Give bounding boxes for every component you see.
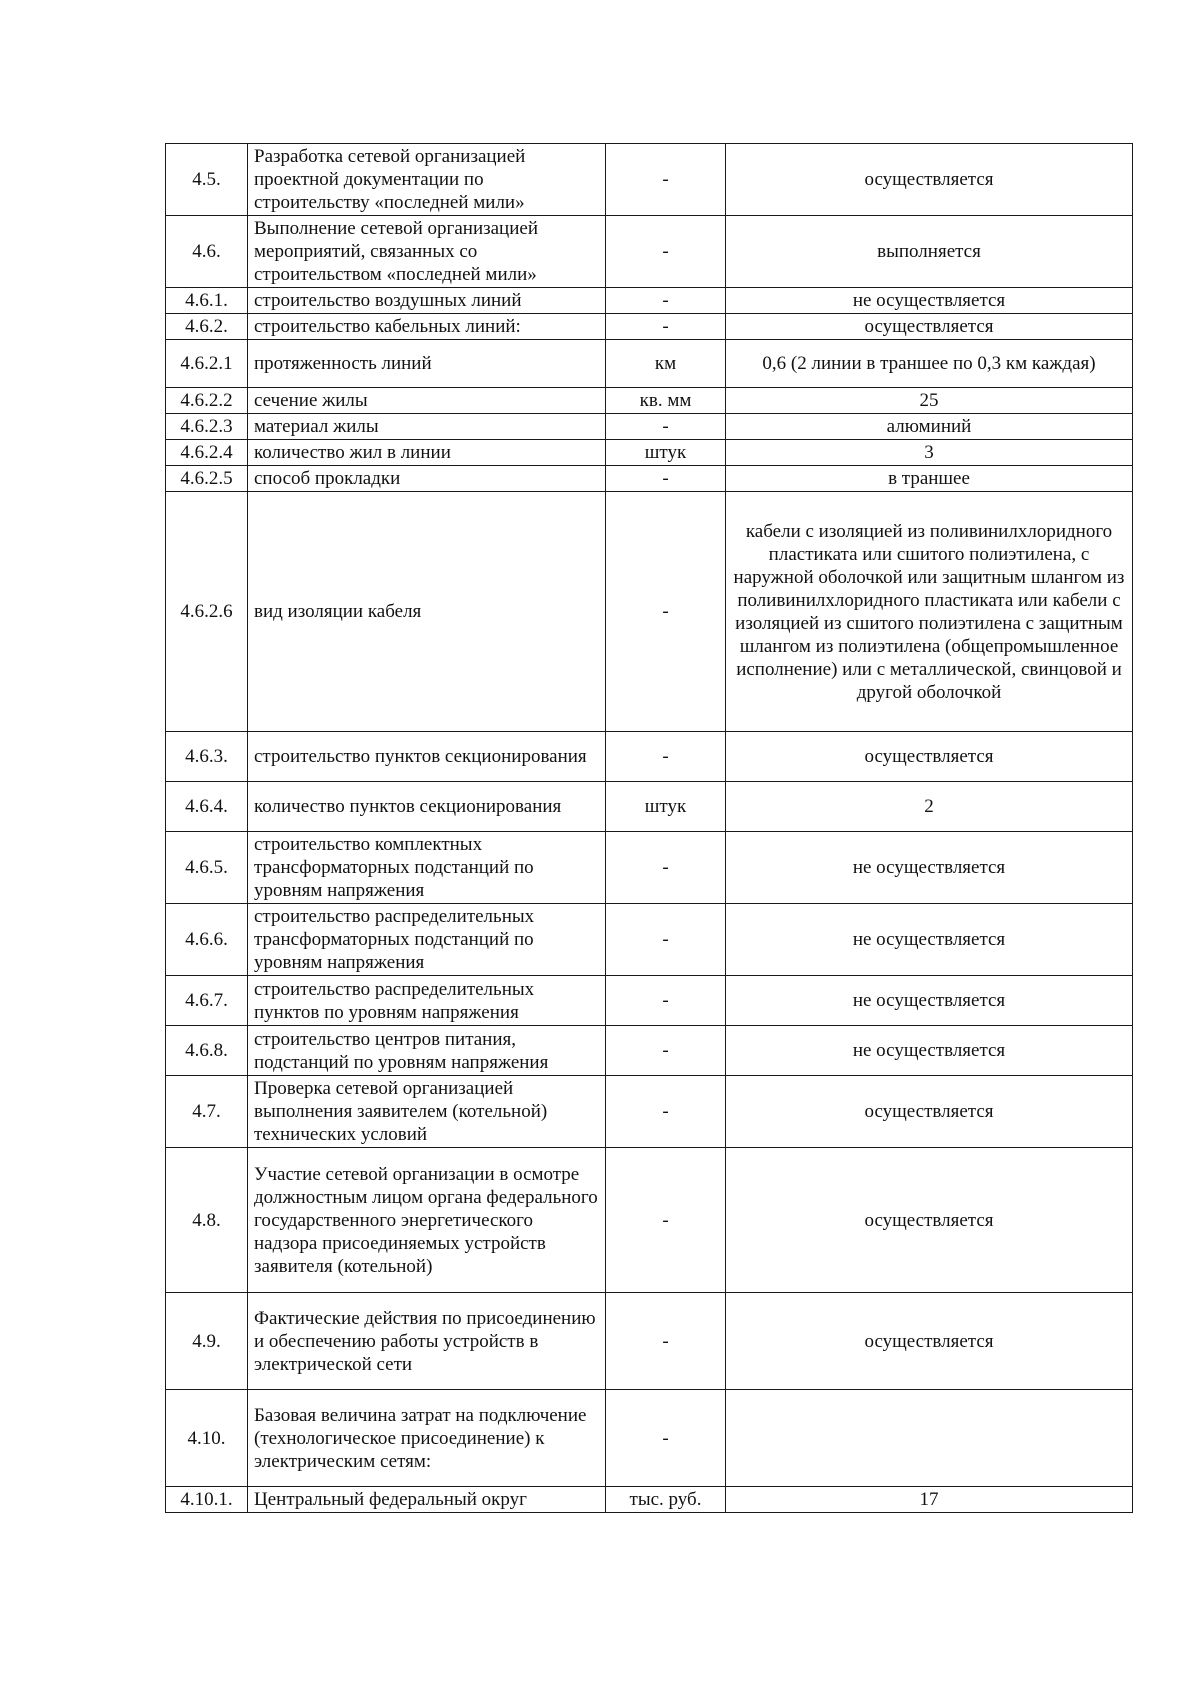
row-value: 17 xyxy=(726,1487,1133,1513)
row-number: 4.6.2. xyxy=(166,314,248,340)
row-unit: - xyxy=(606,466,726,492)
row-number: 4.6.7. xyxy=(166,976,248,1026)
row-value: осуществляется xyxy=(726,1076,1133,1148)
row-value: не осуществляется xyxy=(726,976,1133,1026)
row-unit: тыс. руб. xyxy=(606,1487,726,1513)
table-row xyxy=(166,314,1133,340)
row-value: алюминий xyxy=(726,414,1133,440)
row-value: выполняется xyxy=(726,216,1133,288)
row-number: 4.6.3. xyxy=(166,732,248,782)
row-number: 4.6.2.5 xyxy=(166,466,248,492)
table-row xyxy=(166,1390,1133,1487)
row-description: строительство распределительных пунктов по уровням напряжения xyxy=(248,976,606,1026)
row-number: 4.10. xyxy=(166,1390,248,1487)
row-number: 4.6.2.4 xyxy=(166,440,248,466)
table-row xyxy=(166,144,1133,216)
table-row xyxy=(166,904,1133,976)
row-unit: - xyxy=(606,1148,726,1293)
row-unit: - xyxy=(606,314,726,340)
row-value: осуществляется xyxy=(726,144,1133,216)
row-number: 4.6. xyxy=(166,216,248,288)
row-unit: - xyxy=(606,732,726,782)
table-row xyxy=(166,216,1133,288)
row-description: Разработка сетевой организацией проектной документации по строительству «последней мили» xyxy=(248,144,606,216)
row-number: 4.6.4. xyxy=(166,782,248,832)
row-description: сечение жилы xyxy=(248,388,606,414)
row-description: количество жил в линии xyxy=(248,440,606,466)
row-value xyxy=(726,1390,1133,1487)
row-description: строительство воздушных линий xyxy=(248,288,606,314)
table-row xyxy=(166,1487,1133,1513)
row-value: осуществляется xyxy=(726,1293,1133,1390)
row-unit: - xyxy=(606,414,726,440)
table-row xyxy=(166,832,1133,904)
row-unit: штук xyxy=(606,440,726,466)
table-row xyxy=(166,1293,1133,1390)
row-value: кабели с изоляцией из поливинилхлоридного пластиката или сшитого полиэтилена, с наружной оболочкой или защитным шлангом из поливинилхлоридного пластиката или кабели с изоляцией из сшитого полиэтилена с защитным шлангом из полиэтилена (общепромышленное исполнение) или с металлической, свинцовой и другой оболочкой xyxy=(726,492,1133,732)
table-row xyxy=(166,782,1133,832)
row-value: не осуществляется xyxy=(726,904,1133,976)
row-unit: - xyxy=(606,1026,726,1076)
row-description: строительство распределительных трансформаторных подстанций по уровням напряжения xyxy=(248,904,606,976)
row-unit: - xyxy=(606,976,726,1026)
row-number: 4.6.8. xyxy=(166,1026,248,1076)
row-number: 4.8. xyxy=(166,1148,248,1293)
row-unit: - xyxy=(606,1390,726,1487)
row-description: строительство центров питания, подстанций по уровням напряжения xyxy=(248,1026,606,1076)
table-row xyxy=(166,492,1133,732)
row-number: 4.5. xyxy=(166,144,248,216)
row-number: 4.10.1. xyxy=(166,1487,248,1513)
row-unit: - xyxy=(606,1293,726,1390)
row-unit: - xyxy=(606,832,726,904)
row-value: 3 xyxy=(726,440,1133,466)
row-number: 4.6.5. xyxy=(166,832,248,904)
row-unit: - xyxy=(606,904,726,976)
row-unit: - xyxy=(606,1076,726,1148)
table-row xyxy=(166,732,1133,782)
row-description: протяженность линий xyxy=(248,340,606,388)
row-description: строительство кабельных линий: xyxy=(248,314,606,340)
row-unit: км xyxy=(606,340,726,388)
table-row xyxy=(166,414,1133,440)
row-description: Базовая величина затрат на подключение (технологическое присоединение) к электрическим сетям: xyxy=(248,1390,606,1487)
row-description: количество пунктов секционирования xyxy=(248,782,606,832)
table-row xyxy=(166,440,1133,466)
row-description: строительство пунктов секционирования xyxy=(248,732,606,782)
row-description: Проверка сетевой организацией выполнения заявителем (котельной) технических условий xyxy=(248,1076,606,1148)
row-description: Участие сетевой организации в осмотре должностным лицом органа федерального государственного энергетического надзора присоединяемых устройств заявителя (котельной) xyxy=(248,1148,606,1293)
row-number: 4.6.6. xyxy=(166,904,248,976)
row-number: 4.6.2.1 xyxy=(166,340,248,388)
row-value: осуществляется xyxy=(726,1148,1133,1293)
table-row xyxy=(166,1026,1133,1076)
row-description: Выполнение сетевой организацией мероприятий, связанных со строительством «последней мили» xyxy=(248,216,606,288)
row-value: не осуществляется xyxy=(726,832,1133,904)
row-number: 4.6.1. xyxy=(166,288,248,314)
row-number: 4.6.2.2 xyxy=(166,388,248,414)
row-value: 2 xyxy=(726,782,1133,832)
row-unit: штук xyxy=(606,782,726,832)
row-number: 4.6.2.3 xyxy=(166,414,248,440)
table-row xyxy=(166,976,1133,1026)
row-unit: - xyxy=(606,492,726,732)
row-number: 4.6.2.6 xyxy=(166,492,248,732)
table-row xyxy=(166,340,1133,388)
row-description: Центральный федеральный округ xyxy=(248,1487,606,1513)
table-row xyxy=(166,466,1133,492)
row-description: строительство комплектных трансформаторных подстанций по уровням напряжения xyxy=(248,832,606,904)
row-unit: - xyxy=(606,288,726,314)
row-description: способ прокладки xyxy=(248,466,606,492)
table-row xyxy=(166,1148,1133,1293)
row-unit: - xyxy=(606,216,726,288)
row-value: не осуществляется xyxy=(726,288,1133,314)
table-row xyxy=(166,388,1133,414)
row-unit: - xyxy=(606,144,726,216)
row-description: вид изоляции кабеля xyxy=(248,492,606,732)
row-number: 4.9. xyxy=(166,1293,248,1390)
table-row xyxy=(166,288,1133,314)
row-value: 0,6 (2 линии в траншее по 0,3 км каждая) xyxy=(726,340,1133,388)
table-row xyxy=(166,1076,1133,1148)
row-value: в траншее xyxy=(726,466,1133,492)
cost-table xyxy=(165,143,1133,1513)
row-value: 25 xyxy=(726,388,1133,414)
row-number: 4.7. xyxy=(166,1076,248,1148)
row-value: не осуществляется xyxy=(726,1026,1133,1076)
row-value: осуществляется xyxy=(726,314,1133,340)
row-description: материал жилы xyxy=(248,414,606,440)
row-unit: кв. мм xyxy=(606,388,726,414)
row-value: осуществляется xyxy=(726,732,1133,782)
row-description: Фактические действия по присоединению и обеспечению работы устройств в электрической сети xyxy=(248,1293,606,1390)
